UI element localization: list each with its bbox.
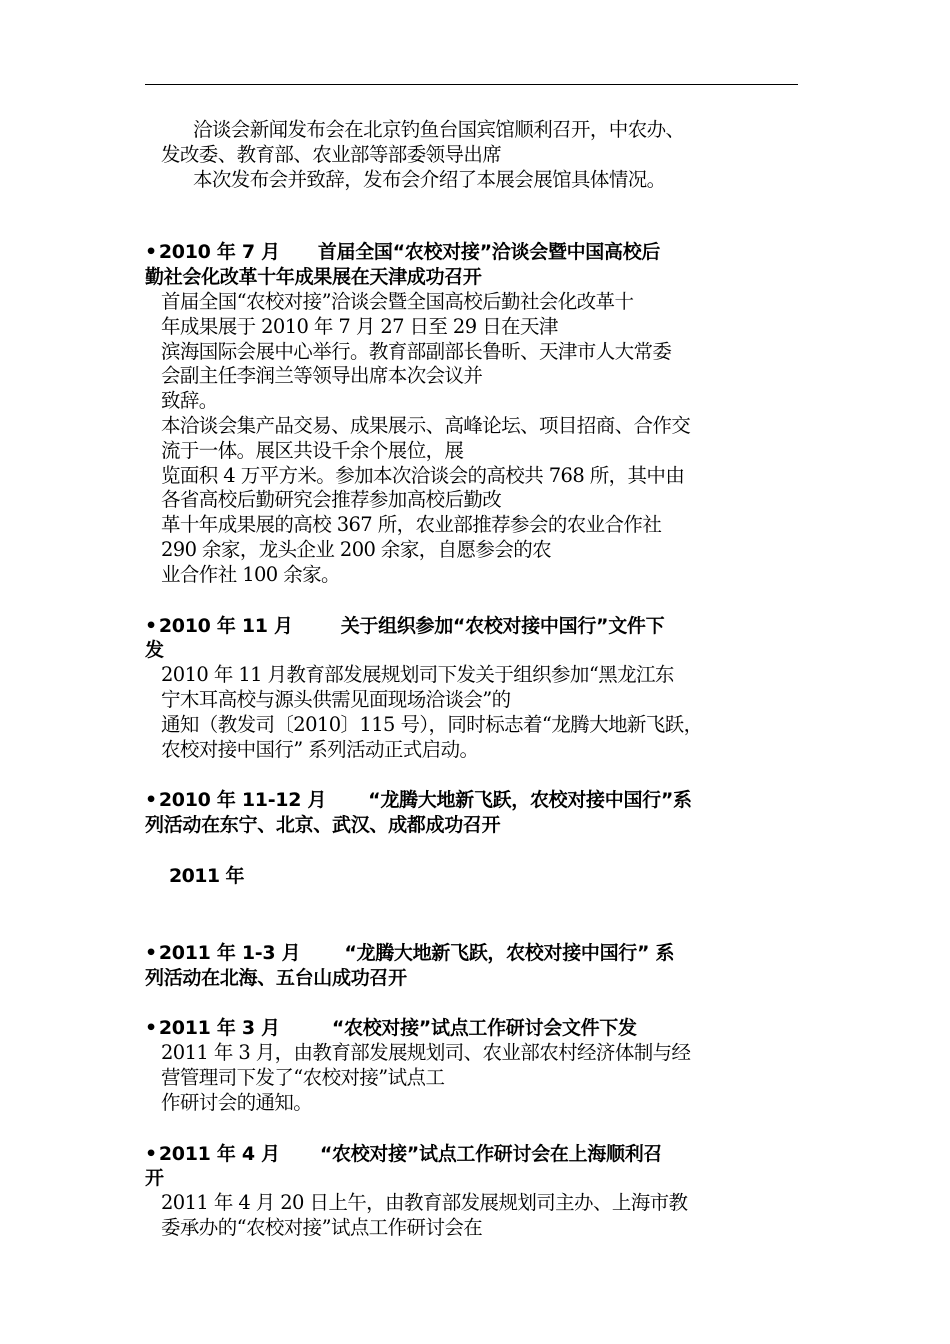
body-line: 年成果展于 2010 年 7 月 27 日至 29 日在天津: [161, 314, 558, 338]
body-line: 290 余家，龙头企业 200 余家，自愿参会的农: [161, 537, 552, 561]
bullet-icon: •: [145, 941, 157, 964]
body-line: 营管理司下发了“农校对接”试点工: [161, 1065, 445, 1089]
body-line: 各省高校后勤研究会推荐参加高校后勤改: [161, 488, 502, 512]
section-date: 2011 年 3 月: [158, 1017, 280, 1040]
body-line: 委承办的“农校对接”试点工作研讨会在: [161, 1215, 483, 1239]
section-date: 2010 年 11-12 月: [158, 789, 327, 812]
section-date: 2010 年 11 月: [158, 614, 293, 637]
section-heading: [145, 788, 805, 813]
bullet-icon: •: [145, 241, 157, 264]
section-title: “农校对接”试点工作研讨会文件下发: [331, 1017, 637, 1040]
body-line: 览面积 4 万平方米。参加本次洽谈会的高校共 768 所，其中由: [161, 463, 685, 487]
section-title: “农校对接”试点工作研讨会在上海顺利召: [319, 1142, 663, 1165]
body-line: 革十年成果展的高校 367 所，农业部推荐参会的农业合作社: [161, 513, 662, 537]
intro-line: 洽谈会新闻发布会在北京钓鱼台国宾馆顺利召开，中农办、: [193, 118, 685, 141]
body-line: 会副主任李润兰等领导出席本次会议并: [161, 364, 483, 388]
body-line: 本洽谈会集产品交易、成果展示、高峰论坛、项目招商、合作交: [161, 413, 691, 437]
section-heading: [145, 1016, 805, 1041]
body-line: 2011 年 4 月 20 日上午，由教育部发展规划司主办、上海市教: [161, 1191, 688, 1215]
bullet-icon: •: [145, 1142, 157, 1165]
section-title-cont: 勤社会化改革十年成果展在天津成功召开: [145, 266, 482, 289]
section-title: “龙腾大地新飞跃，农校对接中国行”系: [368, 789, 692, 812]
bullet-icon: •: [145, 614, 157, 637]
section-heading: [145, 240, 805, 265]
section-date: 2011 年 4 月: [158, 1142, 280, 1165]
section-heading: [145, 941, 805, 966]
body-line: 流于一体。展区共设千余个展位，展: [161, 438, 464, 462]
body-line: 通知（教发司〔2010〕115 号），同时标志着“龙腾大地新飞跃，: [161, 712, 703, 736]
body-line: 2010 年 11 月教育部发展规划司下发关于组织参加“黑龙江东: [161, 663, 674, 687]
header-rule: [145, 84, 798, 85]
body-line: 作研讨会的通知。: [161, 1090, 313, 1114]
section-title: “龙腾大地新飞跃，农校对接中国行” 系: [344, 941, 675, 964]
section-title: 首届全国“农校对接”洽谈会暨中国高校后: [317, 241, 661, 264]
section-title-cont: 列活动在北海、五台山成功召开: [145, 966, 407, 989]
section-title-cont: 列活动在东宁、北京、武汉、成都成功召开: [145, 814, 501, 837]
section-date: 2010 年 7 月: [158, 241, 280, 264]
bullet-icon: •: [145, 1017, 157, 1040]
section-title-cont: 发: [145, 639, 164, 662]
body-line: 滨海国际会展中心举行。教育部副部长鲁昕、天津市人大常委: [161, 339, 672, 363]
body-line: 业合作社 100 余家。: [161, 562, 340, 586]
intro-line: 发改委、教育部、农业部等部委领导出席: [161, 142, 502, 166]
document-body: [145, 118, 805, 1241]
year-heading: 2011 年: [169, 864, 244, 887]
body-line: 首届全国“农校对接”洽谈会暨全国高校后勤社会化改革十: [161, 289, 634, 313]
body-line: 2011 年 3 月，由教育部发展规划司、农业部农村经济体制与经: [161, 1041, 691, 1065]
body-line: 宁木耳高校与源头供需见面现场洽谈会”的: [161, 687, 511, 711]
section-heading: [145, 1142, 805, 1167]
bullet-icon: •: [145, 789, 157, 812]
section-title: 关于组织参加“农校对接中国行”文件下: [340, 614, 665, 637]
section-heading: [145, 614, 805, 639]
body-line: 致辞。: [161, 389, 218, 413]
body-line: 农校对接中国行” 系列活动正式启动。: [161, 737, 479, 761]
section-date: 2011 年 1-3 月: [158, 941, 301, 964]
section-title-cont: 开: [145, 1167, 164, 1190]
intro-line: 本次发布会并致辞，发布会介绍了本展会展馆具体情况。: [193, 167, 666, 191]
